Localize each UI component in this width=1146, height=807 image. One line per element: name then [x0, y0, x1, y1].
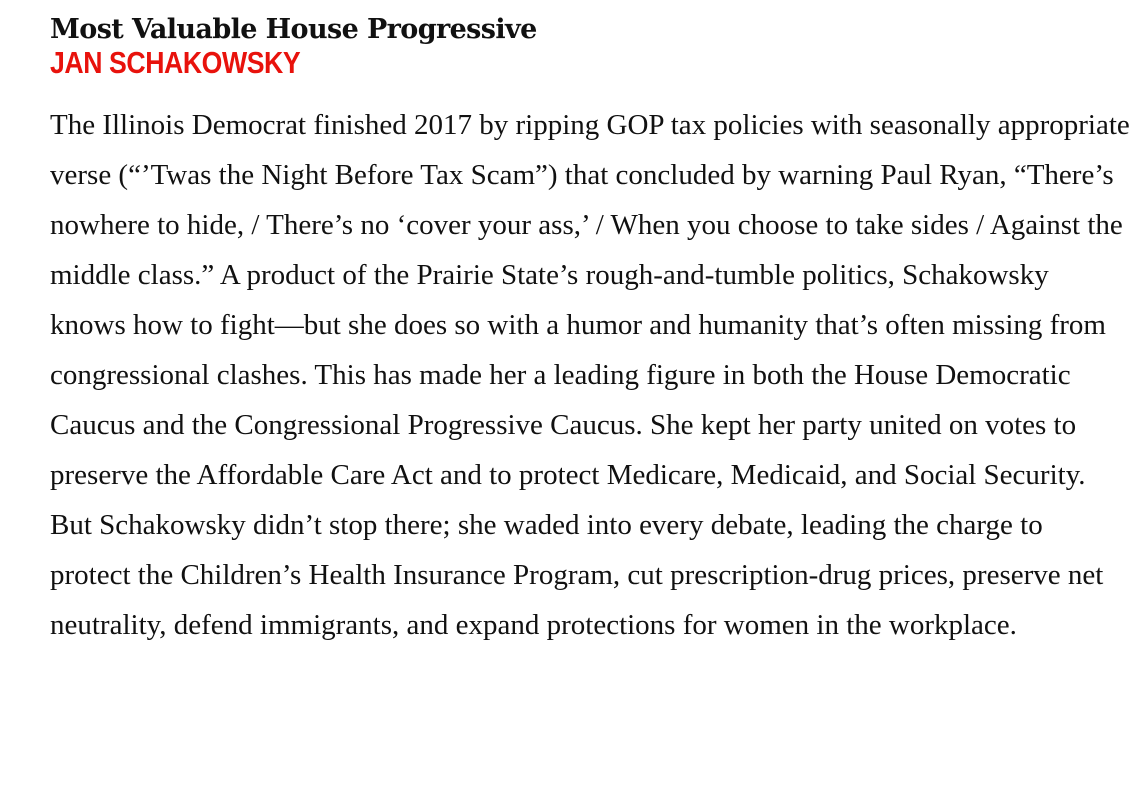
- honoree-name: JAN SCHAKOWSKY: [50, 45, 301, 80]
- award-title: Most Valuable House Progressive: [50, 14, 537, 45]
- article-body: The Illinois Democrat finished 2017 by ripping GOP tax policies with seasonally appropriate verse (“’Twas the Night Before Tax Scam”) that concluded by warning Paul Ryan, “There’s nowhere to hide, / There’s no ‘cover your ass,’ / When you choose to take sides / Against the middle class.” A product of the Prairie State’s rough-and-tumble politics, Schakowsky knows how to fight—but she does so with a humor and humanity that’s often missing from congressional clashes. This has made her a leading figure in both the House Democratic Caucus and the Congressional Progressive Caucus. She kept her party united on votes to preserve the Affordable Care Act and to protect Medicare, Medicaid, and Social Security. But Schakowsky didn’t stop there; she waded into every debate, leading the charge to protect the Children’s Health Insurance Program, cut prescription-drug prices, preserve net neutrality, defend immigrants, and expand protections for women in the workplace.: [50, 109, 1130, 641]
- article: [50, 12, 1130, 650]
